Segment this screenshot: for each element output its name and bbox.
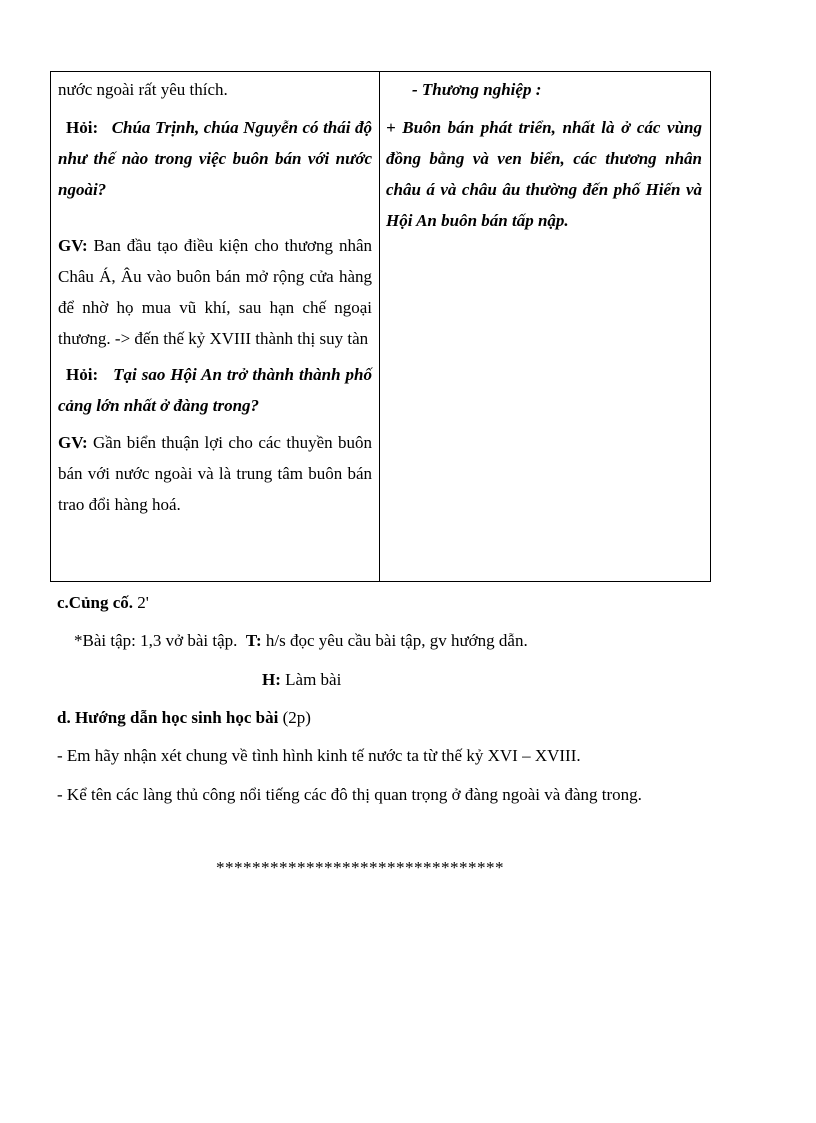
left-line0: nước ngoài rất yêu thích. [58, 80, 228, 99]
gv-label-2: GV: [58, 433, 88, 452]
section-d-time: (2p) [278, 708, 311, 727]
h-label: H: [262, 670, 281, 689]
h-line [262, 669, 341, 691]
section-c-title [57, 592, 149, 614]
teacher-answer-1 [58, 230, 372, 354]
lesson-table [50, 71, 711, 582]
teacher-answer-2-text: Gần biển thuận lợi cho các thuyền buôn bán với nước ngoài và là trung tâm buôn bán trao đổi hàng hoá. [58, 433, 373, 514]
exercise-text: *Bài tập: 1,3 vở bài tập. [74, 631, 238, 650]
question-2 [58, 359, 372, 421]
commerce-body: + Buôn bán phát triển, nhất là ở các vùng đồng bằng và ven biển, các thương nhân châu á và châu âu thường đến phố Hiến và Hội An buôn bán tấp nập. [386, 118, 702, 230]
question-2-text: Tại sao Hội An trở thành thành phố cảng lớn nhất ở đàng trong? [58, 365, 373, 415]
section-c-time: 2' [133, 593, 149, 612]
h-text: Làm bài [280, 670, 342, 689]
question-1 [58, 112, 372, 205]
question-2-label: Hỏi: [66, 365, 99, 384]
commerce-heading: - Thương nghiệp : [412, 80, 542, 99]
teacher-answer-2 [58, 427, 372, 520]
section-d-heading: d. Hướng dẫn học sinh học bài [57, 708, 279, 727]
teacher-activity-column [51, 72, 380, 581]
homework-item-1: - Em hãy nhận xét chung về tình hình kinh tế nước ta từ thế kỷ XVI – XVIII. [57, 746, 581, 765]
t-text: h/s đọc yêu cầu bài tập, gv hướng dẫn. [261, 631, 528, 650]
section-c-heading: c.Củng cố. [57, 593, 134, 612]
question-1-text: Chúa Trịnh, chúa Nguyễn có thái độ như thế nào trong việc buôn bán với nước ngoài? [58, 118, 373, 199]
content-column [380, 72, 710, 581]
question-1-label: Hỏi: [66, 118, 99, 137]
exercise-line [74, 630, 528, 652]
teacher-answer-1-text: Ban đầu tạo điều kiện cho thương nhân Châu Á, Âu vào buôn bán mở rộng cửa hàng để nhờ họ mua vũ khí, sau hạn chế ngoại thương. -> đến thế kỷ XVIII thành thị suy tàn [58, 236, 372, 348]
gv-label-1: GV: [58, 236, 88, 255]
divider-stars: ******************************** [216, 858, 504, 877]
section-d-title [57, 707, 311, 729]
homework-item-2: - Kể tên các làng thủ công nổi tiếng các đô thị quan trọng ở đàng ngoài và đàng trong. [57, 785, 642, 804]
t-label: T: [245, 631, 262, 650]
